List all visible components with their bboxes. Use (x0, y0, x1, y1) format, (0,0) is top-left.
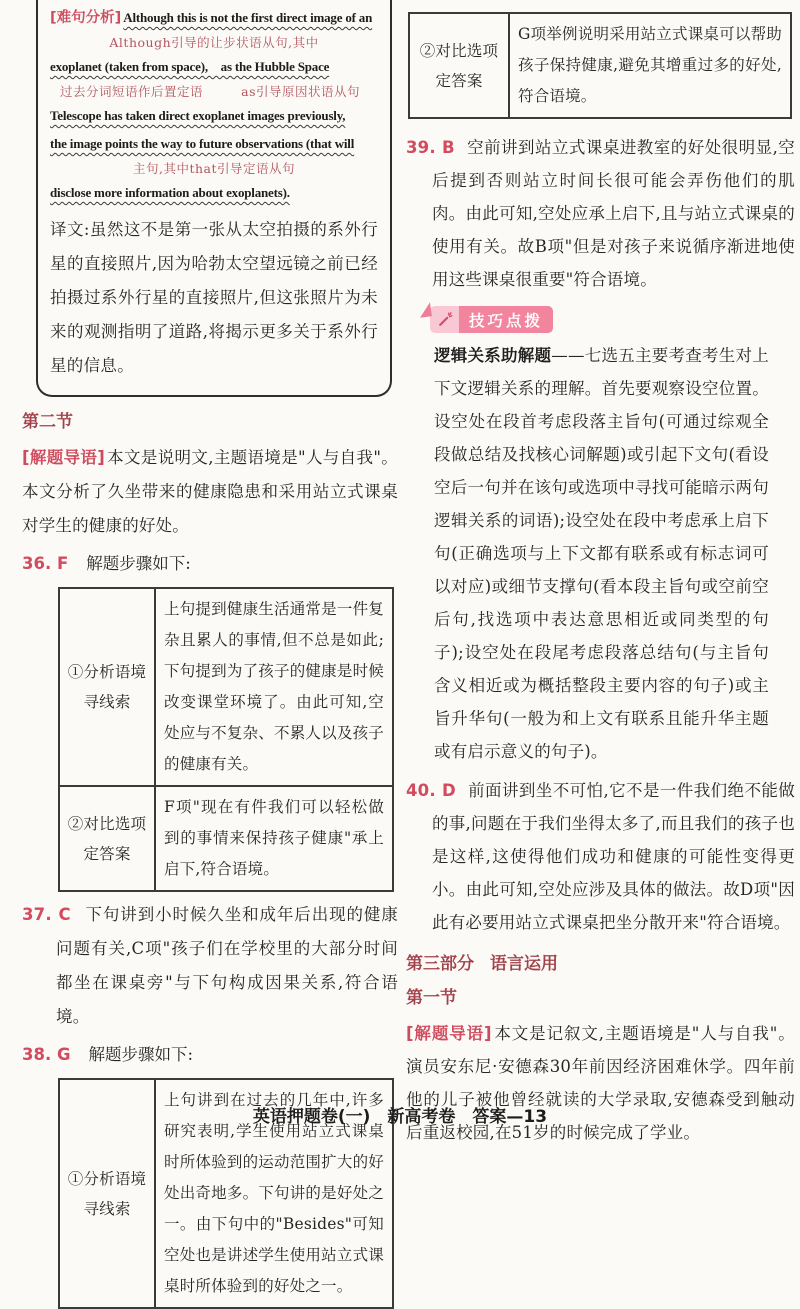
guide-label: [解题导语] (406, 1024, 492, 1043)
right-column (406, 0, 795, 1149)
question-number: 40. D (406, 781, 456, 800)
guide-paragraph (406, 1017, 795, 1149)
section3-subtitle: 语言运用 (490, 954, 558, 974)
page-footer: 英语押题卷(一) 新高考卷 答案—13 (252, 1107, 548, 1127)
question-39-answer (406, 131, 795, 296)
sentence-line (50, 4, 378, 32)
section3-heading (406, 951, 795, 977)
section3-title: 第三部分 (406, 954, 474, 974)
step-label-cell: ②对比选项定答案 (59, 786, 155, 891)
q36-steps-table (58, 587, 394, 892)
guide-text: 本文是说明文,主题语境是"人与自我"。本文分析了久坐带来的健康隐患和采用站立式课桌对学生的健康的好处。 (22, 448, 398, 535)
question-37-answer (22, 898, 398, 1034)
question-intro: 解题步骤如下: (88, 1045, 194, 1064)
step-content-cell: F项"现在有件我们可以轻松做到的事情来保持孩子健康"承上启下,符合语境。 (155, 786, 393, 891)
answer-explanation: 前面讲到坐不可怕,它不是一件我们绝不能做的事,问题在于我们坐得太多了,而且我们的孩子也是这样,这使得他们成功和健康的可能性变得更小。由此可知,空处应涉及具体的做法。故D项"因此有必要用站立式课桌把坐分散开来"符合语境。 (432, 781, 795, 932)
english-sentence: disclose more information about exoplanets). (50, 185, 290, 200)
sentence-line (50, 53, 378, 81)
step-content-cell: G项举例说明采用站立式课桌可以帮助孩子保持健康,避免其增重过多的好处,符合语境。 (509, 13, 791, 118)
tips-paragraph (434, 339, 769, 768)
table-row (409, 13, 791, 118)
english-sentence: exoplanet (taken from space), as the Hubble Space (50, 59, 330, 74)
question-number: 39. B (406, 138, 455, 157)
step-label-cell: ①分析语境寻线索 (59, 1079, 155, 1308)
wand-icon (430, 306, 459, 333)
section2-heading: 第二节 (22, 412, 73, 432)
grammar-note: 过去分词短语作后置定语 (60, 84, 204, 99)
question-intro: 解题步骤如下: (86, 554, 191, 573)
sentence-line (50, 102, 378, 130)
difficult-sentence-analysis-box (36, 0, 392, 397)
guide-paragraph (22, 441, 398, 543)
question-40-answer (406, 774, 795, 939)
q38-steps-table-continued (408, 12, 792, 119)
step-content-cell: 上句提到健康生活通常是一件复杂且累人的事情,但不总是如此;下句提到为了孩子的健康是时候改变课堂环境了。由此可知,空处应与不复杂、不累人以及孩子的健康有关。 (155, 588, 393, 786)
guide-text: 本文是记叙文,主题语境是"人与自我"。演员安东尼·安德森30年前因经济困难休学。四年前他的儿子被他曾经就读的大学录取,安德森受到触动后重返校园,在51岁的时候完成了学业。 (406, 1024, 795, 1142)
table-row (59, 786, 393, 891)
grammar-note: as引导原因状语从句 (241, 84, 360, 99)
grammar-note-pair (50, 81, 378, 102)
english-sentence: Telescope has taken direct exoplanet images previously, (50, 108, 346, 123)
translation-text: 译文:虽然这不是第一张从太空拍摄的系外行星的直接照片,因为哈勃太空望远镜之前已经拍摄过系外行星的直接照片,但这张照片为未来的观测指明了道路,将揭示更多关于系外行星的信息。 (50, 220, 378, 375)
guide-label: [解题导语] (22, 448, 106, 467)
tips-body: ——七选五主要考查考生对上下文逻辑关系的理解。首先要观察设空位置。设空处在段首考虑段落主旨句(可通过综观全段做总结及找核心词解题)或引起下文句(看设空后一句并在该句或选项中寻找可能暗示两句逻辑关系的词语);设空处在段中考虑承上启下句(正确选项与上下文都有联系或有标志词可以对应)或细节支撑句(看本段主旨句或空前空后句,找选项中表达意思相近或同类型的句子);设空处在段尾考虑段落总结句(与主旨句含义相近或为概括整段主要内容的句子)或主旨升华句(一般为和上文有联系且能升华主题或有启示意义的句子)。 (434, 346, 769, 761)
question-number: 38. G (22, 1045, 71, 1064)
answer-explanation: 空前讲到站立式课桌进教室的好处很明显,空后提到否则站立时间长很可能会弄伤他们的肌肉。由此可知,空处应承上启下,且与站立式课桌的使用有关。故B项"但是对孩子来说循序渐进地使用这些课桌很重要"符合语境。 (432, 138, 795, 289)
sentence-line (50, 130, 378, 158)
sentence-line (50, 179, 378, 207)
question-36-line (22, 547, 398, 581)
tips-badge (430, 306, 553, 333)
analysis-label: [难句分析] (50, 10, 122, 26)
step-content-cell: 上句讲到在过去的几年中,许多研究表明,学生使用站立式课桌时所体验到的运动范围扩大的好处出奇地多。下句讲的是好处之一。由下句中的"Besides"可知空处也是讲述学生使用站立式课桌时所体验到的好处之一。 (155, 1079, 393, 1308)
ribbon-fold-icon (418, 302, 432, 318)
section1-heading: 第一节 (406, 988, 457, 1008)
grammar-note: 主句,其中that引导定语从句 (132, 161, 296, 176)
answer-explanation: 下句讲到小时候久坐和成年后出现的健康问题有关,C项"孩子们在学校里的大部分时间都坐在课桌旁"与下句构成因果关系,符合语境。 (56, 905, 398, 1026)
table-row (59, 588, 393, 786)
english-sentence: the image points the way to future observations (that will (50, 136, 355, 151)
question-number: 36. F (22, 554, 69, 573)
step-label-cell: ②对比选项定答案 (409, 13, 509, 118)
question-38-line (22, 1038, 398, 1072)
grammar-note: Although引导的让步状语从句,其中 (109, 35, 319, 50)
english-sentence: Although this is not the first direct image of an (123, 10, 373, 25)
question-number: 37. C (22, 905, 71, 924)
tips-lead: 逻辑关系助解题 (434, 346, 552, 365)
tips-badge-label: 技巧点拨 (459, 306, 553, 333)
step-label-cell: ①分析语境寻线索 (59, 588, 155, 786)
